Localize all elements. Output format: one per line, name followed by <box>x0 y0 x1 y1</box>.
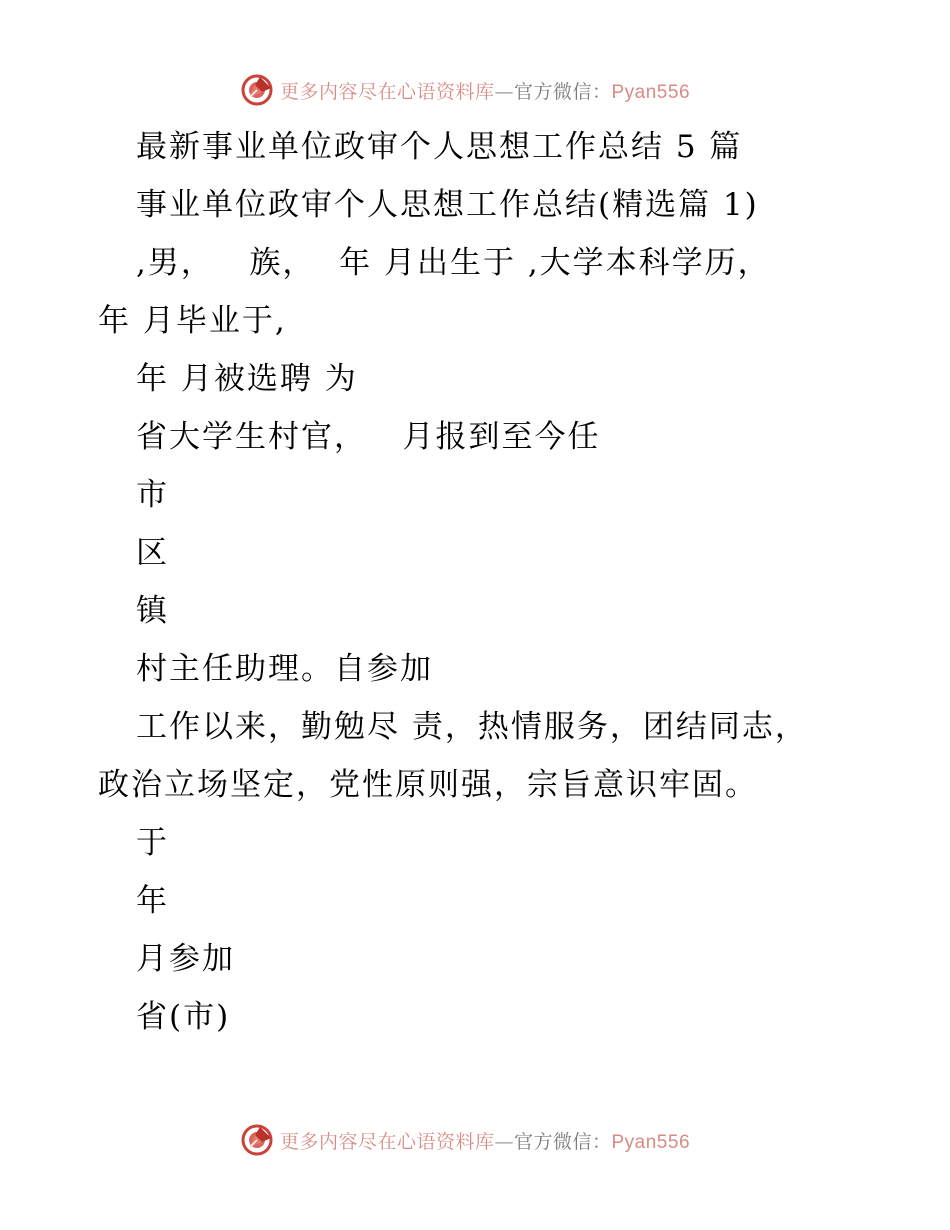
footer-watermark <box>0 1120 950 1160</box>
watermark-wechat-label: 官方微信： <box>513 80 612 103</box>
text-line: 工作以来，勤勉尽 责，热情服务，团结同志， <box>136 709 808 745</box>
text-line: 年 月被选聘 为 <box>136 361 358 397</box>
text-line: ,男， 族， 年 月出生于 ,大学本科学历， <box>136 245 771 281</box>
watermark-text <box>280 77 690 104</box>
section-heading: 事业单位政审个人思想工作总结(精选篇 1) <box>136 187 759 223</box>
text-line: 政治立场坚定，党性原则强，宗旨意识牢固。 <box>98 767 758 803</box>
text-line: 月参加 <box>136 941 235 977</box>
watermark-brand: 更多内容尽在心语资料库 <box>279 80 495 103</box>
document-title: 最新事业单位政审个人思想工作总结 5 篇 <box>136 129 743 165</box>
text-line: 区 <box>136 535 169 571</box>
text-line: 村主任助理。自参加 <box>136 651 433 687</box>
watermark-wechat-id: Pyan556 <box>611 81 691 103</box>
header-watermark <box>0 70 950 110</box>
watermark-wechat-label: 官方微信： <box>513 1130 612 1153</box>
watermark-dash: — <box>494 1130 514 1153</box>
pen-logo-icon <box>240 1123 274 1157</box>
watermark-wechat-id: Pyan556 <box>611 1131 691 1153</box>
pen-logo-icon <box>240 73 274 107</box>
document-body <box>98 118 838 1046</box>
text-line: 年 <box>136 883 169 919</box>
watermark-brand: 更多内容尽在心语资料库 <box>279 1130 495 1153</box>
text-line: 省大学生村官， 月报到至今任 <box>136 419 601 455</box>
text-line: 市 <box>136 477 169 513</box>
text-line: 镇 <box>136 593 169 629</box>
text-line: 年 月毕业于, <box>98 303 287 339</box>
watermark-text <box>280 1127 690 1154</box>
text-line: 于 <box>136 825 169 861</box>
watermark-dash: — <box>494 80 514 103</box>
text-line: 省(市) <box>136 999 231 1035</box>
